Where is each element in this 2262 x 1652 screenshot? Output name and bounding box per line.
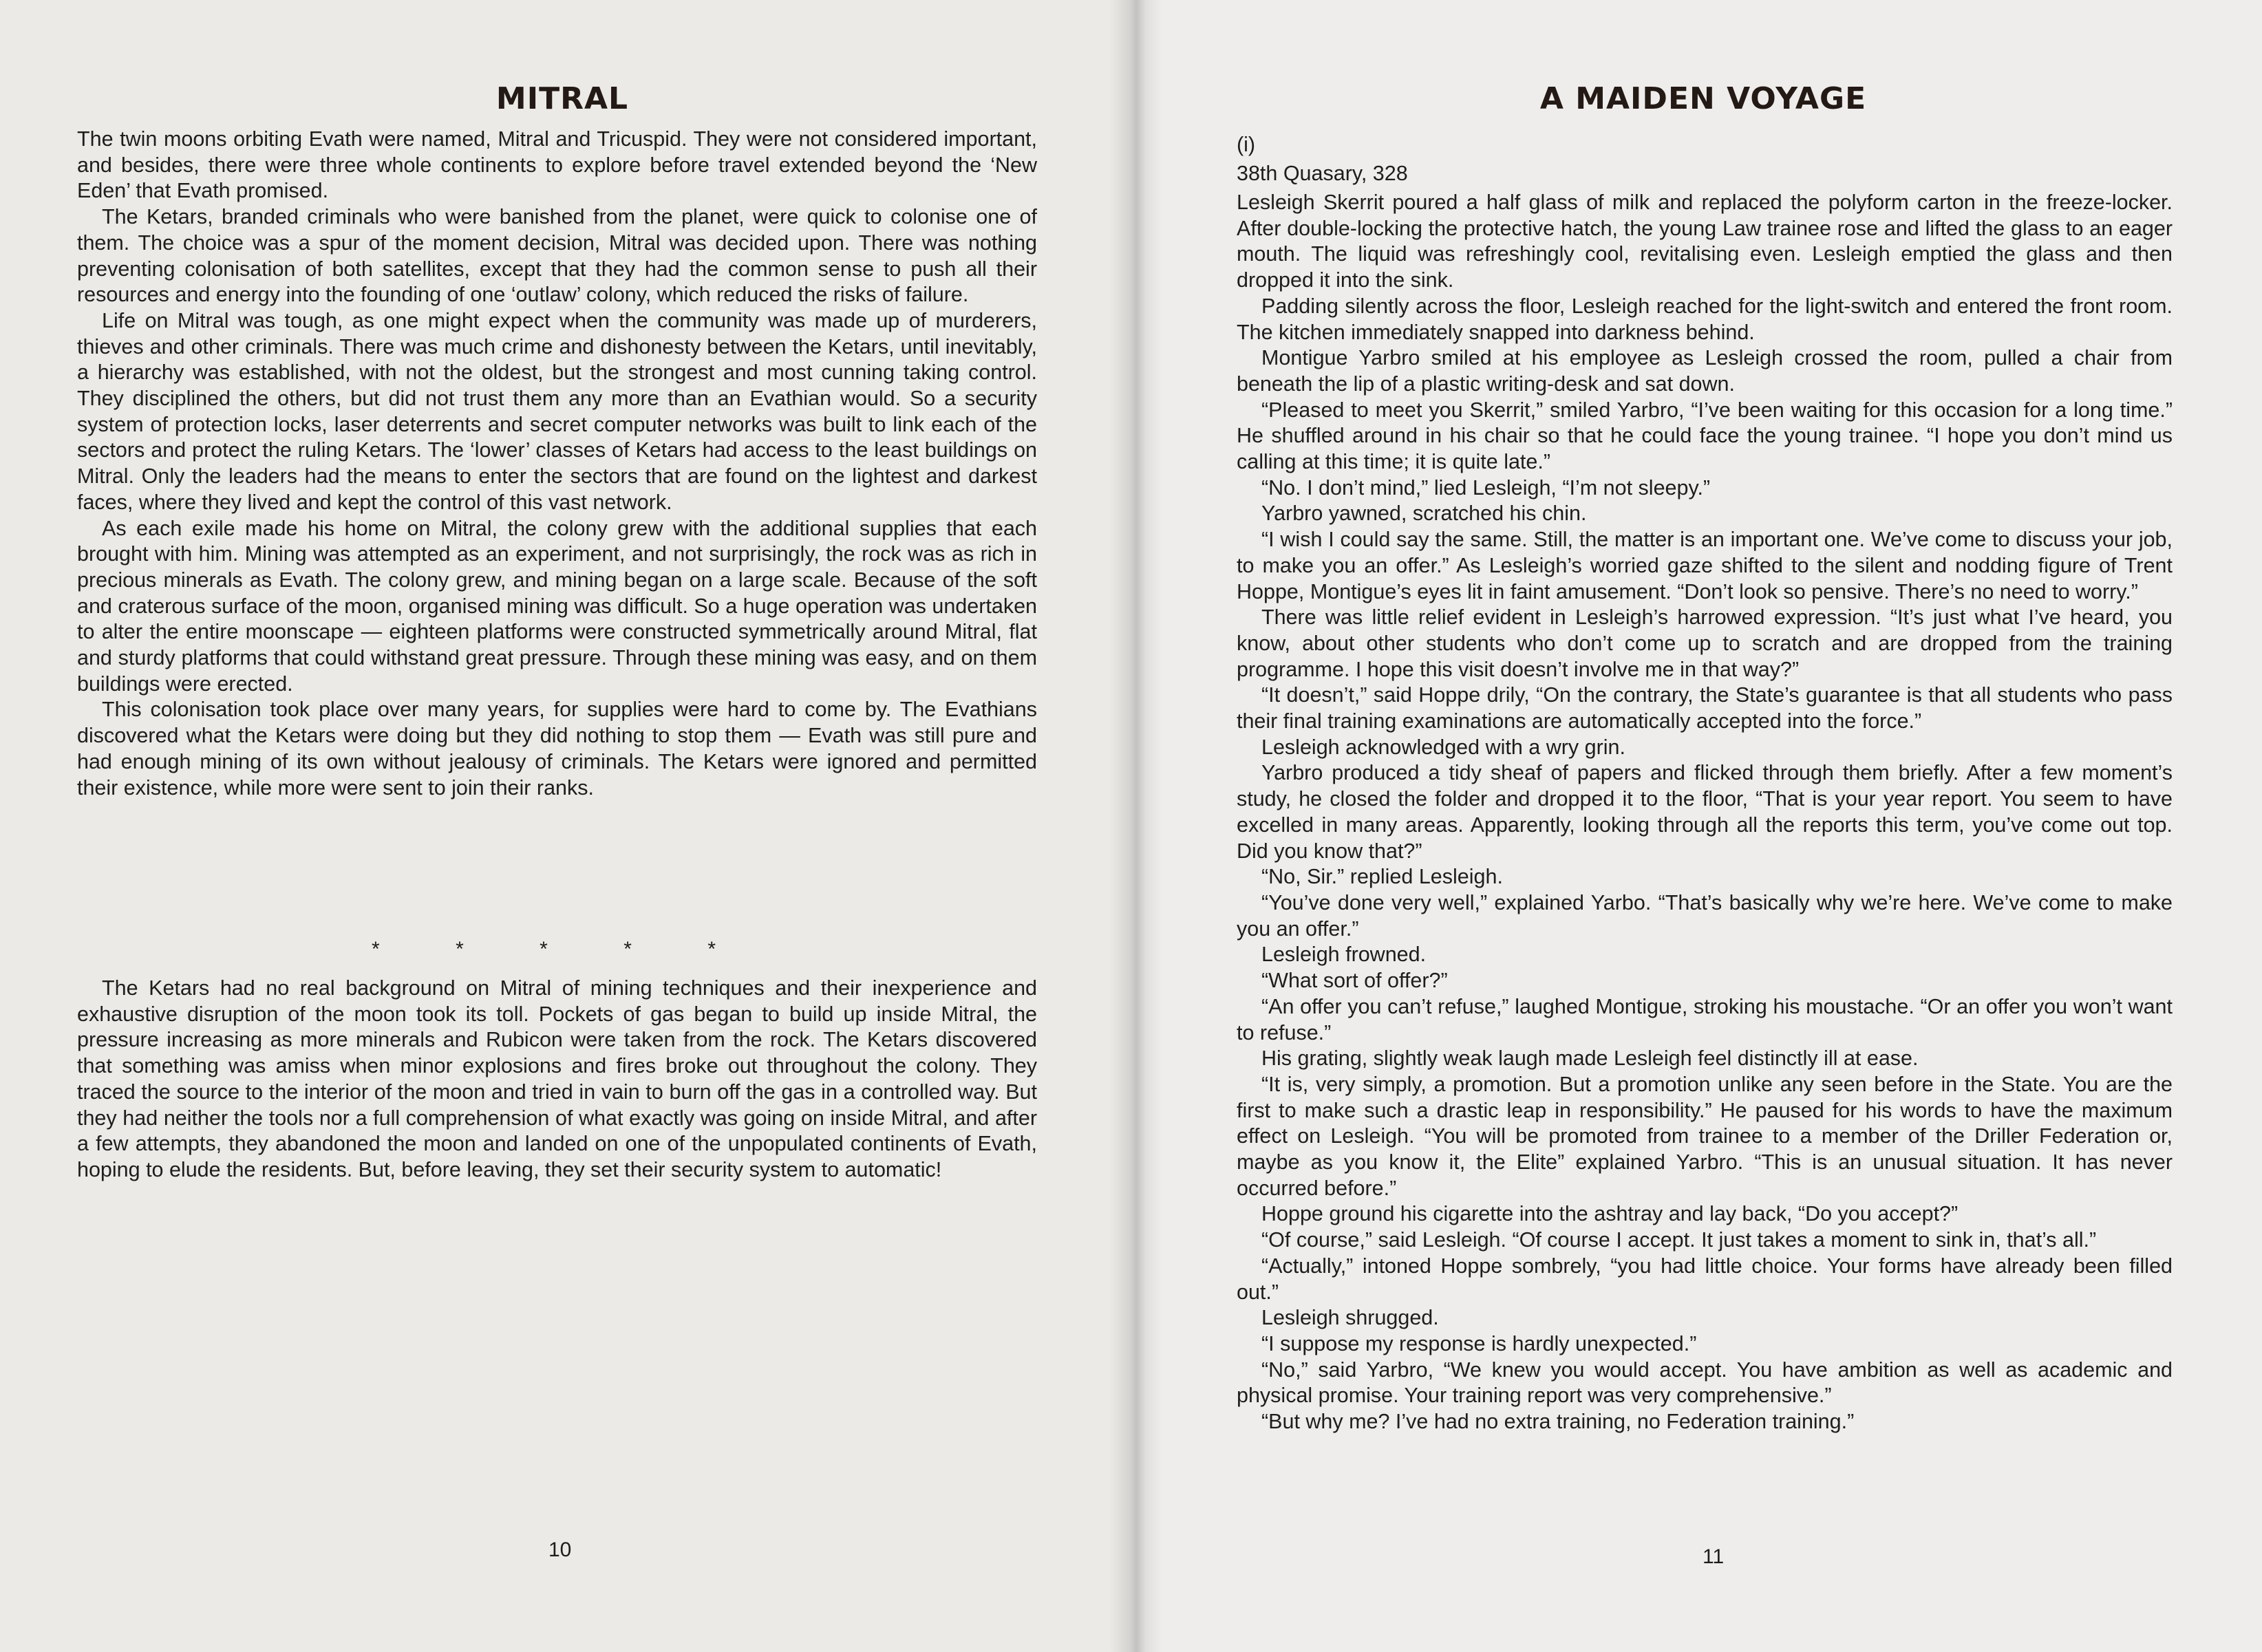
separator-star: * xyxy=(456,938,464,961)
separator-star: * xyxy=(372,938,380,961)
chapter-number: (i) xyxy=(1237,133,1256,156)
paragraph: Lesleigh shrugged. xyxy=(1261,1306,1439,1330)
paragraph: Life on Mitral was tough, as one might expect when the community was made up of murderers, thieves and other criminals. There was much crime and dishonesty between the Ketars, until inevitably, a hierarchy was established, with not the oldest, but the strongest and most cunning taking control. They disciplined the others, but did not trust them any more than an Evathian would. So a security system of protection locks, laser deterrents and secret computer networks was built to link each of the sectors and protect the ruling Ketars. The ‘lower’ classes of Ketars had access to the least buildings on Mitral. Only the leaders had the means to enter the sectors that are found on the lightest and darkest faces, where they lived and kept the control of this vast network. xyxy=(77,308,1037,514)
date-line: 38th Quasary, 328 xyxy=(1237,162,1408,185)
paragraph: Hoppe ground his cigarette into the ashtray and lay back, “Do you accept?” xyxy=(1261,1202,1959,1226)
section-separator xyxy=(372,938,716,961)
paragraph: “An offer you can’t refuse,” laughed Montigue, stroking his moustache. “Or an offer you won’t want to refuse.” xyxy=(1237,994,2173,1044)
page-number: 10 xyxy=(548,1538,572,1561)
paragraph: “It is, very simply, a promotion. But a promotion unlike any seen before in the State. You are the first to make such a drastic leap in responsibility.” He paused for his words to have the maximum effect on Lesleigh. “You will be promoted from trainee to a member of the Driller Federation or, maybe as you know it, the Elite” explained Yarbro. “This is an unusual situation. It has never occurred before.” xyxy=(1237,1072,2173,1200)
paragraph: Lesleigh acknowledged with a wry grin. xyxy=(1261,735,1625,759)
paragraph: “I wish I could say the same. Still, the matter is an important one. We’ve come to discuss your job, to make you an offer.” As Lesleigh’s worried gaze shifted to the silent and nodding figure of Trent Hoppe, Montigue’s eyes lit in faint amusement. “Don’t look so pensive. There’s no need to worry.” xyxy=(1237,528,2173,603)
paragraph: Lesleigh Skerrit poured a half glass of milk and replaced the polyform carton in the freeze-locker. After double-locking the protective hatch, the young Law trainee rose and lifted the glass to an eager mouth. The liquid was refreshingly cool, revitalising even. Lesleigh emptied the glass and then dropped it into the sink. xyxy=(1237,191,2173,292)
body-text-after-break xyxy=(77,976,1037,1183)
paragraph: As each exile made his home on Mitral, the colony grew with the additional supplies that each brought with him. Mining was attempted as an experiment, and not surprisingly, the rock was as rich in precious minerals as Evath. The colony grew, and mining began on a large scale. Because of the soft and craterous surface of the moon, organised mining was difficult. So a huge operation was undertaken to alter the entire moonscape — eighteen platforms were constructed symmetrically around Mitral, flat and sturdy platforms that could withstand great pressure. Through these mining was easy, and on them buildings were erected. xyxy=(77,516,1037,696)
paragraph: The Ketars, branded criminals who were banished from the planet, were quick to colonise one of them. The choice was a spur of the moment decision, Mitral was decided upon. There was nothing preventing colonisation of both satellites, except that they had the common sense to push all their resources and energy into the founding of one ‘outlaw’ colony, which reduced the risks of failure. xyxy=(77,205,1037,307)
paragraph: Lesleigh frowned. xyxy=(1261,943,1427,967)
separator-star: * xyxy=(707,938,716,961)
paragraph: The twin moons orbiting Evath were named, Mitral and Tricuspid. They were not considered important, and besides, there were three whole continents to explore before travel extended beyond the ‘New Eden’ that Evath promised. xyxy=(77,127,1037,203)
paragraph: The Ketars had no real background on Mitral of mining techniques and their inexperience and exhaustive disruption of the moon took its toll. Pockets of gas began to build up inside Mitral, the pressure increasing as more minerals and Rubicon were taken from the rock. The Ketars discovered that something was amiss when minor explosions and fires broke out throughout the colony. They traced the source to the interior of the moon and tried in vain to burn off the gas in a controlled way. But they had neither the tools nor a full comprehension of what exactly was going on inside Mitral, and after a few attempts, they abandoned the moon and landed on one of the unpopulated continents of Evath, hoping to elude the residents. But, before leaving, they set their security system to automatic! xyxy=(77,976,1037,1181)
paragraph: “But why me? I’ve had no extra training, no Federation training.” xyxy=(1261,1410,1855,1434)
book-gutter-shadow xyxy=(1109,0,1162,1652)
right-page xyxy=(1135,0,2262,1652)
paragraph: Yarbro produced a tidy sheaf of papers and flicked through them briefly. After a few moment’s study, he closed the folder and dropped it to the floor, “That is your year report. You seem to have excelled in many areas. Apparently, looking through all the reports this term, you’ve come out top. Did you know that?” xyxy=(1237,761,2173,863)
paragraph: “It doesn’t,” said Hoppe drily, “On the contrary, the State’s guarantee is that all students who pass their final training examinations are automatically accepted into the force.” xyxy=(1237,683,2173,733)
paragraph: “I suppose my response is hardly unexpected.” xyxy=(1261,1331,1697,1355)
body-text xyxy=(1237,190,2173,1435)
paragraph: Padding silently across the floor, Lesleigh reached for the light-switch and entered the front room. The kitchen immediately snapped into darkness behind. xyxy=(1237,294,2173,344)
paragraph: Montigue Yarbro smiled at his employee as Lesleigh crossed the room, pulled a chair from beneath the lip of a plastic writing-desk and sat down. xyxy=(1237,346,2173,396)
paragraph: “Of course,” said Lesleigh. “Of course I accept. It just takes a moment to sink in, that’s all.” xyxy=(1261,1228,2097,1252)
paragraph: “Pleased to meet you Skerrit,” smiled Yarbro, “I’ve been waiting for this occasion for a long time.” He shuffled around in his chair so that he could face the young trainee. “I hope you don’t mind us calling at this time; it is quite late.” xyxy=(1237,398,2173,474)
paragraph: His grating, slightly weak laugh made Lesleigh feel distinctly ill at ease. xyxy=(1261,1047,1919,1071)
paragraph: There was little relief evident in Lesleigh’s harrowed expression. “It’s just what I’ve heard, you know, about other students who don’t come up to scratch and are dropped from the training programme. I hope this visit doesn’t involve me in that way?” xyxy=(1237,605,2173,681)
separator-star: * xyxy=(623,938,632,961)
paragraph: “No. I don’t mind,” lied Lesleigh, “I’m not sleepy.” xyxy=(1261,475,1711,500)
page-number: 11 xyxy=(1703,1545,1725,1568)
paragraph: Yarbro yawned, scratched his chin. xyxy=(1261,502,1587,526)
page-title: A MAIDEN VOYAGE xyxy=(1539,81,1867,116)
separator-star: * xyxy=(540,938,548,961)
paragraph: “What sort of offer?” xyxy=(1261,969,1448,993)
page-title: MITRAL xyxy=(495,81,629,116)
paragraph: “No,” said Yarbro, “We knew you would accept. You have ambition as well as academic and physical promise. Your training report was very comprehensive.” xyxy=(1237,1358,2173,1408)
body-text xyxy=(77,127,1037,801)
paragraph: “No, Sir.” replied Lesleigh. xyxy=(1261,865,1503,889)
paragraph: “Actually,” intoned Hoppe sombrely, “you had little choice. Your forms have already been filled out.” xyxy=(1237,1254,2173,1304)
paragraph: This colonisation took place over many years, for supplies were hard to come by. The Evathians discovered what the Ketars were doing but they did nothing to stop them — Evath was still pure and had enough mining of its own without jealousy of criminals. The Ketars were ignored and permitted their existence, while more were sent to join their ranks. xyxy=(77,698,1037,800)
paragraph: “You’ve done very well,” explained Yarbo. “That’s basically why we’re here. We’ve come to make you an offer.” xyxy=(1237,890,2173,941)
